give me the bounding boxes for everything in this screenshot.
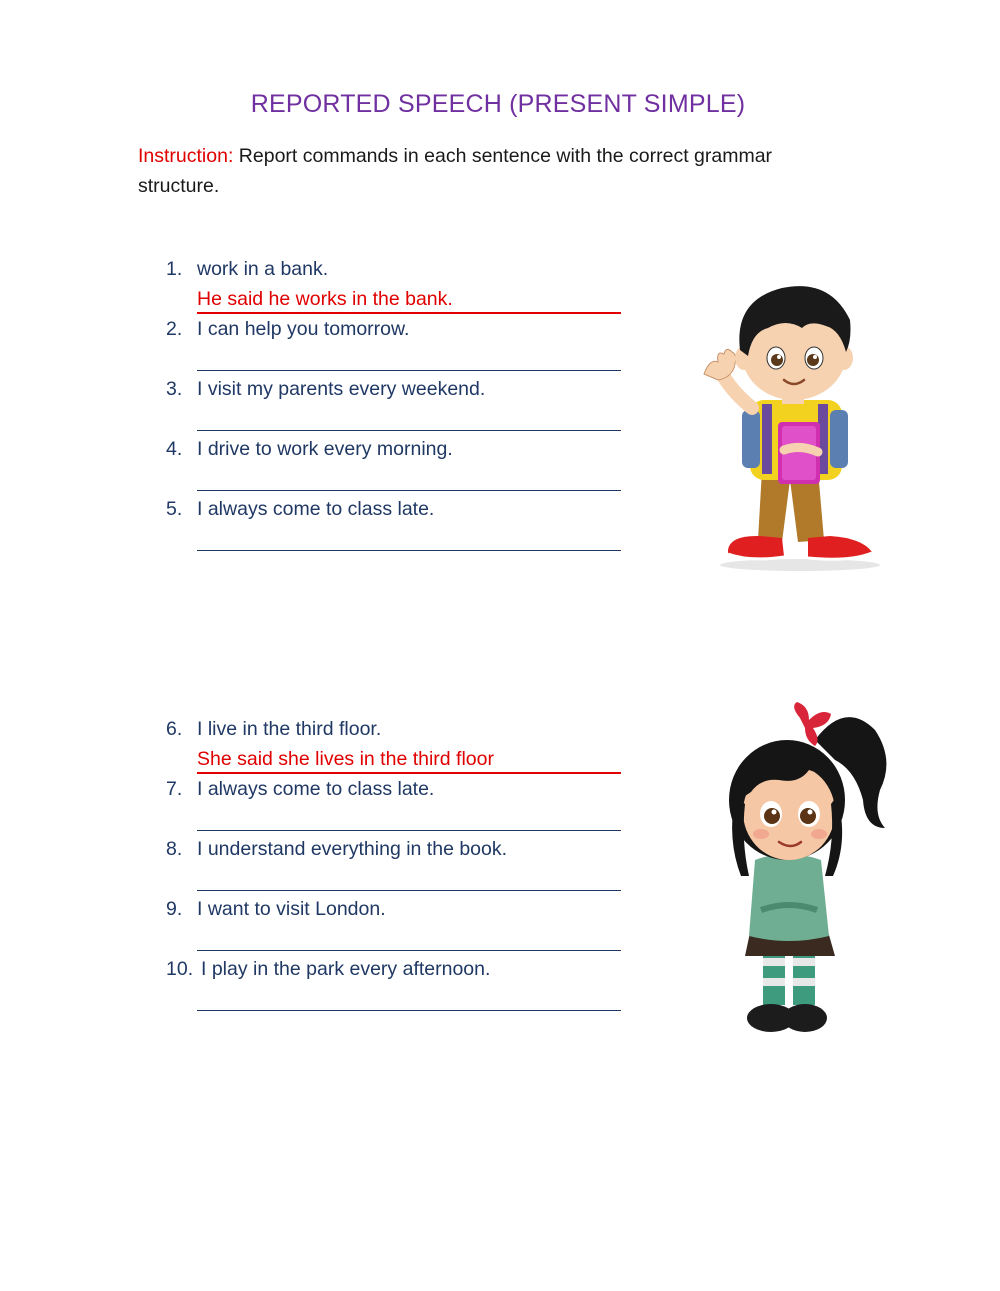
question-9: 9. I want to visit London. xyxy=(166,898,386,920)
question-3: 3. I visit my parents every weekend. xyxy=(166,378,486,400)
answer-line-3[interactable] xyxy=(197,430,621,431)
question-10: 10. I play in the park every afternoon. xyxy=(166,958,491,980)
instruction xyxy=(138,141,858,201)
example-answer-6: She said she lives in the third floor xyxy=(197,748,621,774)
girl-illustration xyxy=(705,700,900,1040)
answer-line-10[interactable] xyxy=(197,1010,621,1011)
question-2: 2. I can help you tomorrow. xyxy=(166,318,410,340)
question-6: 6. I live in the third floor. xyxy=(166,718,382,740)
boy-illustration xyxy=(690,270,890,575)
example-answer-1: He said he works in the bank. xyxy=(197,288,621,314)
instruction-text: Report commands in each sentence with the correct grammar structure. xyxy=(138,145,773,197)
answer-line-7[interactable] xyxy=(197,830,621,831)
answer-line-9[interactable] xyxy=(197,950,621,951)
page-title: REPORTED SPEECH (PRESENT SIMPLE) xyxy=(250,90,746,118)
answer-line-4[interactable] xyxy=(197,490,621,491)
answer-line-2[interactable] xyxy=(197,370,621,371)
question-5: 5. I always come to class late. xyxy=(166,498,435,520)
question-1: 1. work in a bank. xyxy=(166,258,329,280)
answer-line-8[interactable] xyxy=(197,890,621,891)
answer-line-5[interactable] xyxy=(197,550,621,551)
instruction-label: Instruction: xyxy=(138,145,234,167)
question-4: 4. I drive to work every morning. xyxy=(166,438,453,460)
question-7: 7. I always come to class late. xyxy=(166,778,435,800)
question-8: 8. I understand everything in the book. xyxy=(166,838,508,860)
